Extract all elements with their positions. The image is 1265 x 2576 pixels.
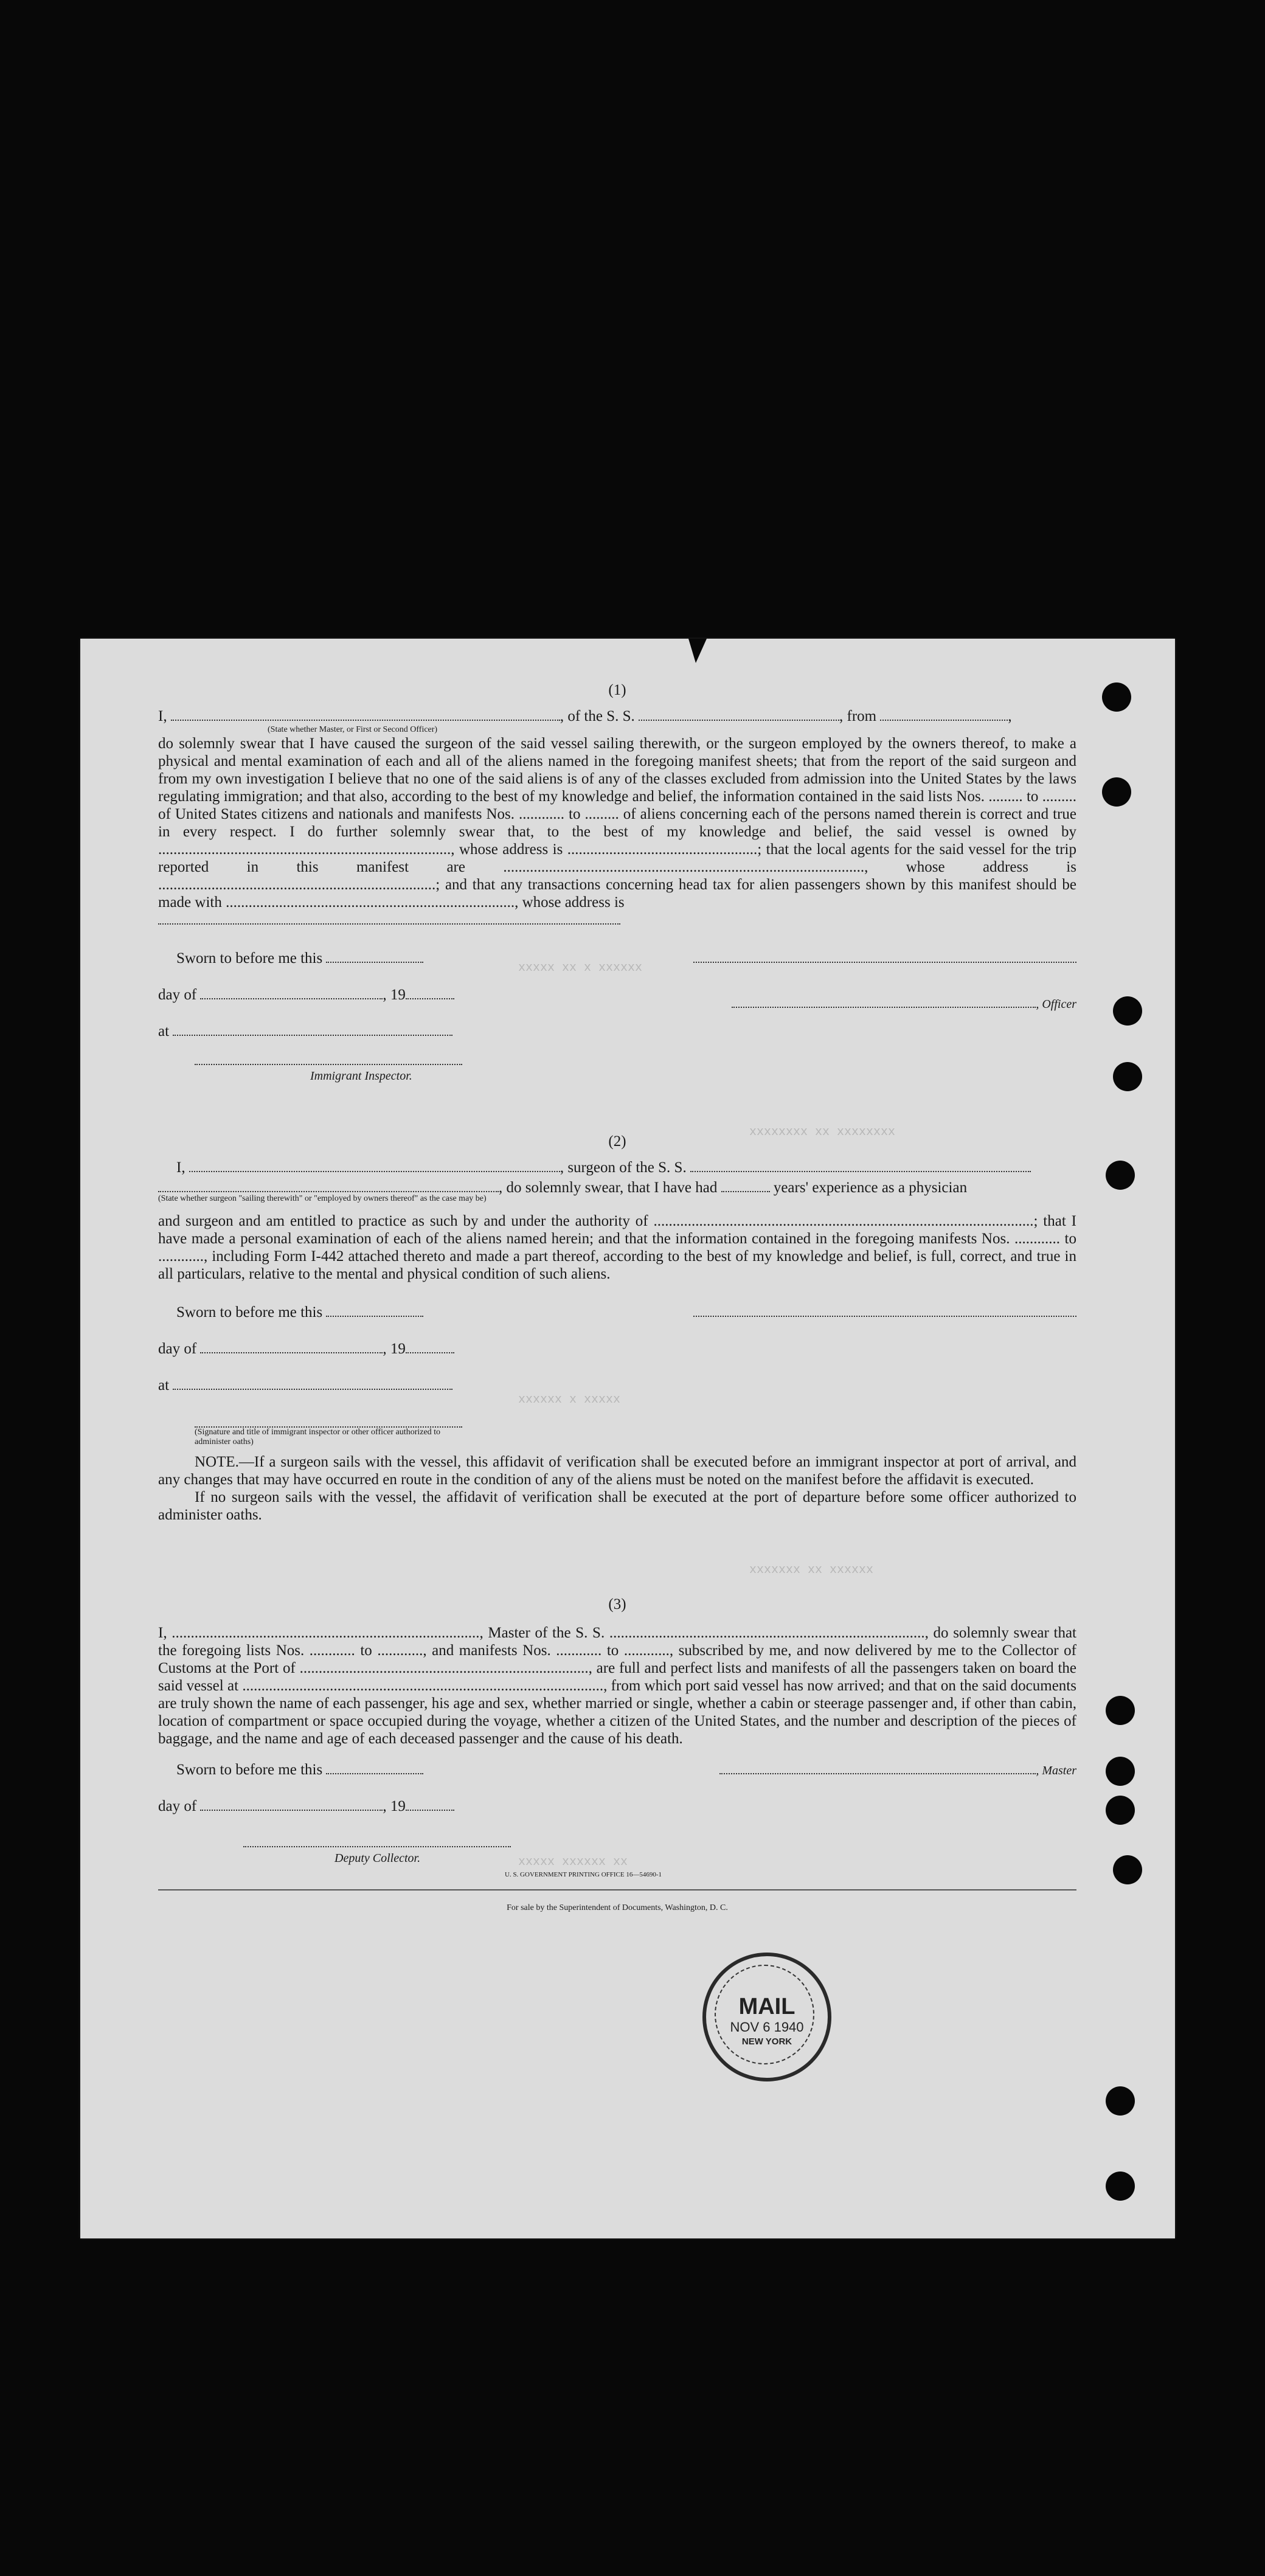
name-blank: [171, 707, 560, 721]
day-row: day of , 19: [158, 1340, 1076, 1377]
punch-hole: [1113, 1855, 1142, 1884]
paper-tear: [688, 639, 707, 663]
bleed-through: xxxxx xxxxxx xx: [518, 1855, 628, 1869]
signature-blank: [693, 950, 1076, 963]
affidavit-3: [158, 1595, 1076, 1867]
surgeon-caption: (State whether surgeon "sailing therewith" or "employed by owners thereof" as the case may be): [158, 1194, 487, 1203]
day-row: day of , 19 , Officer: [158, 987, 1076, 1011]
experience-line: , do solemnly swear, that I have had years' experience as a physician: [158, 1179, 1076, 1196]
affidavit-2-text: and surgeon and am entitled to practice as such by and under the authority of ....................................................................................................; that I have made a personal examination of each of the aliens named herein; and that the information contained in the foregoing manifests Nos. ............ to ............, including Form I-442 attached thereto and made a part thereof, according to the best of my knowledge and belief, is full, correct, and true in all particulars, relative to the mental and physical condition of such aliens.: [158, 1213, 1076, 1282]
rank-caption: (State whether Master, or First or Second Officer): [268, 725, 438, 734]
manifest-sheet: [80, 639, 1175, 2238]
punch-hole: [1113, 1062, 1142, 1091]
agent-blank: [158, 911, 620, 925]
bleed-through: xxxxxxxx xx xxxxxxxx: [749, 1125, 896, 1139]
punch-hole: [1106, 2086, 1135, 2116]
sworn-row: Sworn to before me this , Master: [176, 1762, 1076, 1778]
bleed-through: xxxxxx x xxxxx: [518, 1393, 621, 1407]
section-number: (3): [608, 1596, 626, 1613]
bleed-through: xxxxxxx xx xxxxxx: [749, 1563, 874, 1577]
bleed-through: xxxxx xx x xxxxxx: [518, 961, 643, 975]
officer-label: , Officer: [1036, 998, 1076, 1011]
at-row: at: [158, 1022, 1076, 1047]
sworn-row: Sworn to before me this: [158, 950, 1076, 986]
master-label: , Master: [1036, 1764, 1076, 1777]
punch-hole: [1106, 2172, 1135, 2201]
at-row: at: [158, 1377, 1076, 1401]
mail-postmark-stamp: [702, 1953, 831, 2081]
inspector-label: Immigrant Inspector.: [310, 1069, 412, 1083]
vessel-blank: [639, 707, 839, 721]
inspector-signature-caption: (Signature and title of immigrant inspector or other officer authorized to administer oaths): [195, 1428, 441, 1446]
sale-notice: For sale by the Superintendent of Documents, Washington, D. C.: [507, 1903, 728, 1912]
punch-hole: [1102, 777, 1131, 807]
punch-hole: [1113, 996, 1142, 1026]
stamp-date: NOV 6 1940: [730, 2019, 804, 2035]
printer-imprint: U. S. GOVERNMENT PRINTING OFFICE 16—54690-1: [505, 1871, 662, 1878]
affidavit-1: [158, 681, 1076, 1085]
section-number: (1): [608, 682, 626, 698]
affidavit-1-text: do solemnly swear that I have caused the surgeon of the said vessel sailing therewith, or the surgeon employed by the owners thereof, to make a physical and mental examination of each and all of the aliens named in the foregoing manifest sheets; that from the report of the said surgeon and from my own investigation I believe that no one of the said aliens is of any of the classes excluded from admission into the United States by the laws regulating immigration; and that also, according to the best of my knowledge and belief, the information contained in the said lists Nos. ......... to ......... of United States citizens and nationals and manifests Nos. ............ to ......... of aliens concerning each of the persons named therein is correct and true in every respect. I do further solemnly swear that, to the best of my knowledge and belief, the said vessel is owned by ............................................................................., whose address is ..................................................; that the local agents for the said vessel for the trip reported in this manifest are ..............................................................................................., whose address is .........................................................................; and that any transactions concerning head tax for alien passengers shown by this manifest should be made with ............................................................................, whose address is: [158, 735, 1076, 911]
note: NOTE.—If a surgeon sails with the vessel, this affidavit of verification shall be executed before an immigrant inspector at port of arrival, and any changes that may have occurred en route in the condition of any of the aliens must be noted on the manifest before the affidavit is executed.: [158, 1454, 1076, 1488]
surgeon-line: I, , surgeon of the S. S.: [158, 1159, 1076, 1176]
punch-hole: [1106, 1757, 1135, 1786]
day-row: day of , 19: [158, 1797, 1076, 1834]
affidavits: [158, 681, 1076, 1917]
master-line: I, , of the S. S. , from ,: [158, 708, 1012, 724]
collector-label: Deputy Collector.: [334, 1852, 421, 1865]
punch-hole: [1106, 1161, 1135, 1190]
punch-hole: [1102, 682, 1131, 712]
stamp-city: NEW YORK: [741, 2036, 792, 2047]
stamp-mail-label: MAIL: [738, 1994, 795, 2019]
punch-hole: [1106, 1796, 1135, 1825]
section-number: (2): [608, 1133, 626, 1150]
note-2: If no surgeon sails with the vessel, the affidavit of verification shall be executed at the port of departure before some officer authorized to administer oaths.: [158, 1489, 1076, 1523]
footer-rule: [158, 1889, 1076, 1890]
port-blank: [880, 707, 1008, 721]
affidavit-2: [158, 1133, 1076, 1524]
sworn-row: Sworn to before me this: [158, 1304, 1076, 1340]
affidavit-3-text: I, ................................................................................., Master of the S. S. ..................................................................................., do solemnly swear that the foregoing lists Nos. ............ to ............, and manifests Nos. ............ to ............, subscribed by me, and now delivered by me to the Collector of Customs at the Port of ............................................................................, are full and perfect lists and manifests of all the passengers taken on board the said vessel at ..............................................................................................., from which port said vessel has now arrived; and that on the said documents are truly shown the name of each passenger, his age and sex, whether married or single, whether a cabin or steerage passenger and, if other than cabin, location of compartment or space occupied during the voyage, whether a citizen of the United States, and the number and description of the pieces of baggage, and the name and age of each deceased passenger and the cause of his death.: [158, 1625, 1076, 1747]
punch-hole: [1106, 1696, 1135, 1725]
